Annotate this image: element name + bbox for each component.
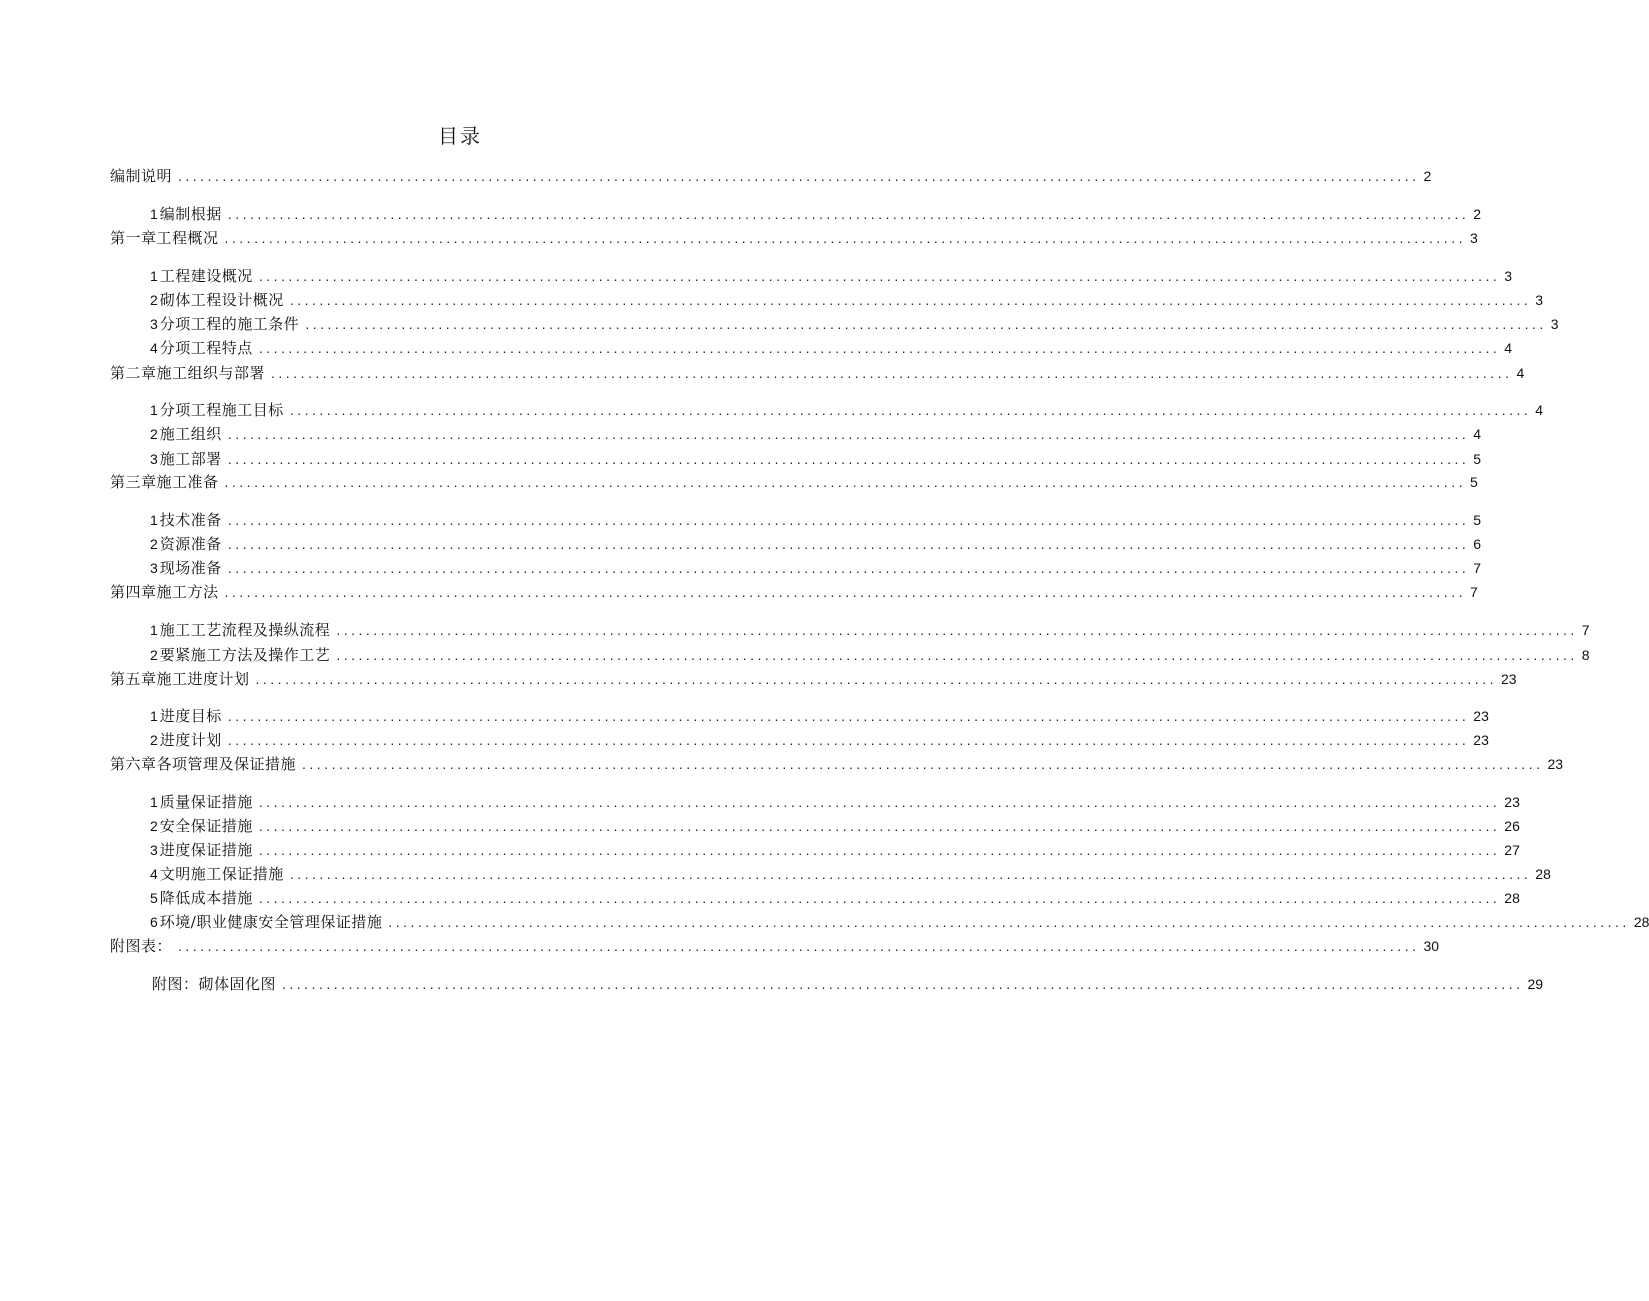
toc-leader-dots: ........................................................................................................................................................................ (224, 584, 1466, 600)
toc-entry[interactable] (150, 885, 1520, 907)
toc-entry-number: 3 (150, 560, 158, 576)
toc-entry-number: 1 (150, 402, 158, 418)
toc-entry-label: 第五章施工进度计划 (110, 670, 250, 688)
toc-entry-label: 质量保证措施 (159, 793, 253, 811)
toc-entry[interactable] (150, 263, 1513, 285)
toc-entry[interactable] (108, 225, 1478, 247)
toc-entry-page: 7 (1469, 584, 1478, 600)
toc-entry[interactable] (150, 531, 1482, 553)
toc-leader-dots: ........................................................................................................................................................................ (227, 206, 1470, 222)
toc-entry-number: 2 (150, 536, 158, 552)
toc-entry-label: 施工组织 (159, 425, 222, 443)
toc-entry-page: 28 (1633, 914, 1649, 930)
toc-entry[interactable] (150, 446, 1482, 468)
toc-entry-label: 施工部署 (159, 450, 222, 468)
toc-entry-page: 4 (1504, 340, 1513, 356)
toc-entry-number: 4 (150, 866, 158, 882)
toc-entry-label: 附图：砌体固化图 (152, 975, 277, 993)
toc-entry-label: 资源准备 (159, 535, 222, 553)
toc-entry-label: 环境/职业健康安全管理保证措施 (159, 913, 383, 931)
toc-leader-dots: ........................................................................................................................................................................ (258, 818, 1501, 834)
toc-entry[interactable] (108, 360, 1525, 382)
toc-leader-dots: ........................................................................................................................................................................ (258, 268, 1501, 284)
toc-entry-page: 5 (1473, 451, 1482, 467)
toc-leader-dots: ........................................................................................................................................................................ (336, 622, 1578, 638)
toc-entry[interactable] (150, 837, 1520, 859)
toc-leader-dots: ........................................................................................................................................................................ (289, 292, 1532, 308)
toc-leader-dots: ........................................................................................................................................................................ (258, 842, 1501, 858)
toc-leader-dots: ........................................................................................................................................................................ (302, 756, 1544, 772)
toc-entry[interactable] (150, 861, 1551, 883)
toc-entry-label: 第一章工程概况 (110, 229, 219, 247)
toc-leader-dots: ........................................................................................................................................................................ (227, 512, 1470, 528)
toc-entry-number: 1 (150, 622, 158, 638)
toc-entry-page: 2 (1473, 206, 1482, 222)
toc-entry-page: 23 (1500, 671, 1517, 687)
toc-entry-page: 7 (1473, 560, 1482, 576)
toc-entry[interactable] (150, 555, 1482, 577)
toc-entry-label: 分项工程的施工条件 (159, 315, 300, 333)
toc-entry-number: 3 (150, 842, 158, 858)
toc-entry-number: 1 (150, 512, 158, 528)
toc-entry[interactable] (108, 469, 1478, 491)
toc-leader-dots: ........................................................................................................................................................................ (258, 340, 1501, 356)
toc-entry[interactable] (108, 666, 1517, 688)
toc-entry-page: 30 (1423, 938, 1440, 954)
toc-entry-page: 23 (1504, 794, 1520, 810)
toc-entry[interactable] (150, 397, 1544, 419)
toc-entry[interactable] (150, 703, 1489, 725)
toc-entry[interactable] (108, 163, 1432, 185)
toc-entry-number: 3 (150, 451, 158, 467)
toc-entry-page: 5 (1473, 512, 1482, 528)
toc-entry-page: 6 (1473, 536, 1482, 552)
toc-entry-number: 2 (150, 426, 158, 442)
toc-entry-page: 4 (1516, 365, 1525, 381)
toc-entry-page: 27 (1504, 842, 1520, 858)
toc-entry-page: 28 (1535, 866, 1551, 882)
toc-entry-page: 3 (1504, 268, 1513, 284)
page-title: 目录 (438, 124, 482, 148)
toc-entry-label: 第六章各项管理及保证措施 (110, 755, 297, 773)
toc-entry[interactable] (150, 971, 1544, 993)
toc-entry[interactable] (150, 507, 1482, 529)
toc-entry[interactable] (108, 579, 1478, 601)
toc-entry-number: 5 (150, 890, 158, 906)
toc-entry-label: 现场准备 (159, 559, 222, 577)
toc-entry-page: 4 (1535, 402, 1544, 418)
toc-entry-number: 2 (150, 292, 158, 308)
toc-leader-dots: ........................................................................................................................................................................ (178, 938, 1420, 954)
toc-entry[interactable] (150, 727, 1489, 749)
toc-entry-page: 29 (1527, 976, 1544, 992)
toc-leader-dots: ........................................................................................................................................................................ (258, 794, 1501, 810)
toc-entry-label: 第四章施工方法 (110, 583, 219, 601)
toc-entry-page: 3 (1550, 316, 1559, 332)
toc-leader-dots: ........................................................................................................................................................................ (227, 560, 1470, 576)
toc-entry-label: 进度保证措施 (159, 841, 253, 859)
toc-entry-label: 编制根据 (159, 205, 222, 223)
toc-entry-label: 文明施工保证措施 (159, 865, 284, 883)
toc-entry[interactable] (150, 201, 1482, 223)
toc-entry[interactable] (150, 642, 1590, 664)
toc-entry-page: 4 (1473, 426, 1482, 442)
toc-entry-number: 1 (150, 794, 158, 810)
toc-entry[interactable] (150, 909, 1649, 931)
toc-entry-label: 分项工程特点 (159, 339, 253, 357)
toc-entry-number: 3 (150, 316, 158, 332)
toc-leader-dots: ........................................................................................................................................................................ (255, 671, 1497, 687)
toc-leader-dots: ........................................................................................................................................................................ (282, 976, 1524, 992)
toc-entry[interactable] (150, 421, 1482, 443)
toc-entry-label: 施工工艺流程及操纵流程 (159, 621, 331, 639)
toc-entry-number: 1 (150, 708, 158, 724)
toc-leader-dots: ........................................................................................................................................................................ (336, 647, 1578, 663)
toc-entry-label: 砌体工程设计概况 (159, 291, 284, 309)
toc-entry-number: 6 (150, 914, 158, 930)
toc-entry-number: 1 (150, 206, 158, 222)
toc-entry-label: 进度计划 (159, 731, 222, 749)
toc-leader-dots: ........................................................................................................................................................................ (224, 230, 1466, 246)
toc-entry-label: 要紧施工方法及操作工艺 (159, 646, 331, 664)
toc-entry-page: 23 (1473, 732, 1489, 748)
toc-entry[interactable] (150, 813, 1520, 835)
toc-entry-page: 3 (1469, 230, 1478, 246)
toc-leader-dots: ........................................................................................................................................................................ (289, 866, 1532, 882)
toc-entry-page: 26 (1504, 818, 1520, 834)
toc-leader-dots: ........................................................................................................................................................................ (258, 890, 1501, 906)
toc-entry-page: 3 (1535, 292, 1544, 308)
toc-leader-dots: ........................................................................................................................................................................ (224, 474, 1466, 490)
toc-leader-dots: ........................................................................................................................................................................ (178, 168, 1420, 184)
toc-entry[interactable] (108, 751, 1564, 773)
toc-entry-number: 2 (150, 732, 158, 748)
toc-entry-page: 28 (1504, 890, 1520, 906)
toc-entry-page: 2 (1423, 168, 1432, 184)
toc-entry[interactable] (150, 335, 1513, 357)
toc-leader-dots: ........................................................................................................................................................................ (227, 536, 1470, 552)
toc-leader-dots: ........................................................................................................................................................................ (305, 316, 1547, 332)
toc-entry[interactable] (150, 789, 1520, 811)
toc-entry-label: 第二章施工组织与部署 (110, 364, 266, 382)
toc-entry-label: 降低成本措施 (159, 889, 253, 907)
toc-entry-page: 23 (1547, 756, 1564, 772)
toc-entry-page: 7 (1581, 622, 1590, 638)
toc-leader-dots: ........................................................................................................................................................................ (388, 914, 1630, 930)
toc-entry[interactable] (150, 617, 1590, 639)
toc-entry-label: 第三章施工准备 (110, 473, 219, 491)
toc-leader-dots: ........................................................................................................................................................................ (227, 426, 1470, 442)
toc-leader-dots: ........................................................................................................................................................................ (227, 451, 1470, 467)
toc-leader-dots: ........................................................................................................................................................................ (227, 732, 1470, 748)
toc-entry-page: 23 (1473, 708, 1489, 724)
toc-entry[interactable] (150, 287, 1544, 309)
toc-entry-label: 进度目标 (159, 707, 222, 725)
toc-leader-dots: ........................................................................................................................................................................ (271, 365, 1513, 381)
toc-entry-label: 安全保证措施 (159, 817, 253, 835)
toc-entry-page: 5 (1469, 474, 1478, 490)
toc-entry-page: 8 (1581, 647, 1590, 663)
toc-entry-label: 技术准备 (159, 511, 222, 529)
toc-entry[interactable] (150, 311, 1559, 333)
toc-entry-label: 分项工程施工目标 (159, 401, 284, 419)
toc-entry-label: 工程建设概况 (159, 267, 253, 285)
toc-leader-dots: ........................................................................................................................................................................ (227, 708, 1470, 724)
toc-entry-number: 2 (150, 818, 158, 834)
toc-entry[interactable] (108, 933, 1440, 955)
toc-leader-dots: ........................................................................................................................................................................ (289, 402, 1532, 418)
toc-entry-number: 2 (150, 647, 158, 663)
toc-entry-label: 附图表： (110, 937, 173, 955)
toc-entry-label: 编制说明 (110, 167, 173, 185)
toc-entry-number: 4 (150, 340, 158, 356)
toc-entry-number: 1 (150, 268, 158, 284)
